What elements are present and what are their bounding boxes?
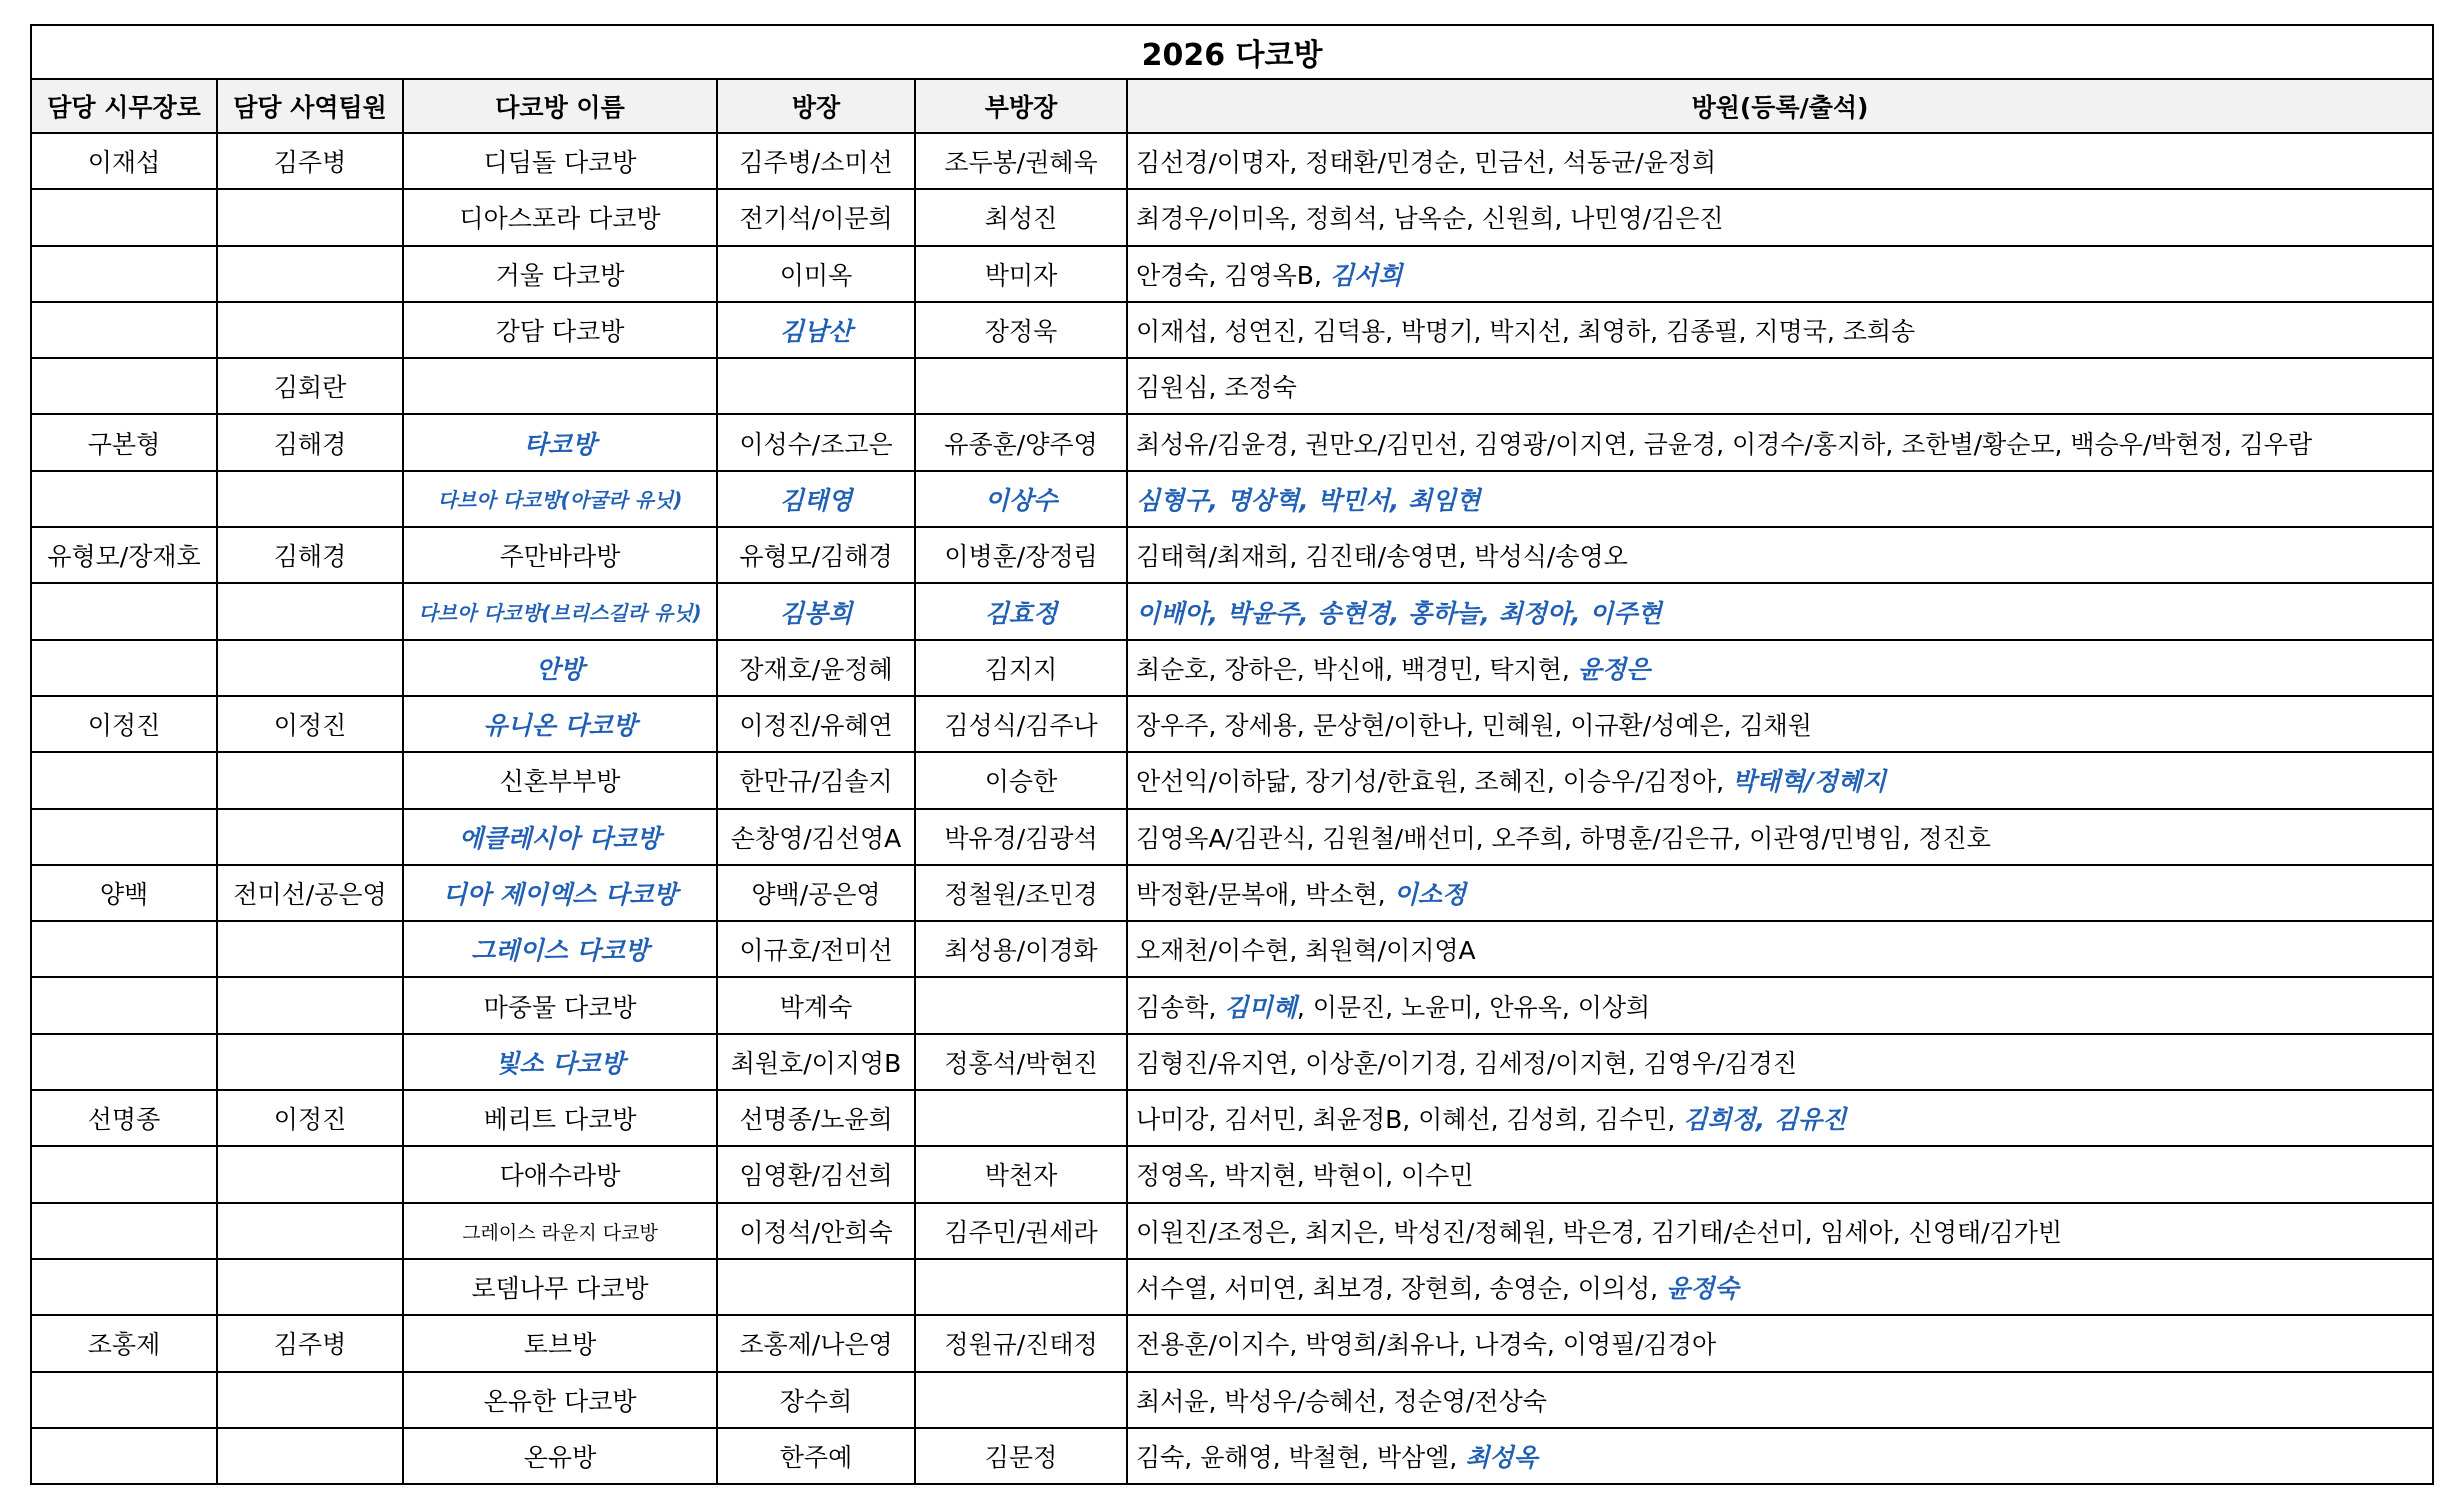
- cell-sub-leader: [915, 1315, 1127, 1371]
- cell-team: [217, 358, 403, 414]
- cell-leader-text: 김주병/소미선: [739, 148, 893, 178]
- header-team: 담당 사역팀원: [217, 79, 403, 133]
- cell-leader: [717, 752, 915, 808]
- members-highlight-text: 윤정은: [1577, 654, 1651, 684]
- cell-elder-text: 양백: [99, 880, 149, 909]
- cell-team: [217, 696, 403, 752]
- cell-name: [403, 358, 717, 414]
- cell-sub-leader-text: 장정욱: [984, 317, 1058, 347]
- cell-sub-leader-text: 김지지: [984, 654, 1058, 684]
- cell-sub-leader: [915, 752, 1127, 808]
- cell-leader: [717, 1428, 915, 1484]
- cell-team: [217, 246, 403, 302]
- cell-name: [403, 1428, 717, 1484]
- members-highlight-text: 김미혜: [1224, 992, 1297, 1022]
- cell-members: [1127, 1315, 2433, 1371]
- cell-leader: [717, 1090, 915, 1146]
- cell-name: [403, 527, 717, 583]
- cell-name: [403, 696, 717, 752]
- members-text: 최성유/김윤경, 권만오/김민선, 김영광/이지연, 금윤경, 이경수/홍지하, 조한별/황순모, 백승우/박현정, 김우람: [1136, 429, 2313, 459]
- cell-members: [1127, 1372, 2433, 1428]
- cell-name: [403, 921, 717, 977]
- cell-elder: [31, 189, 217, 245]
- cell-team-text: 이정진: [273, 711, 347, 741]
- cell-leader: [717, 977, 915, 1033]
- cell-team: [217, 133, 403, 189]
- cell-team: [217, 189, 403, 245]
- cell-sub-leader-text: 최성용/이경화: [944, 936, 1098, 966]
- cell-sub-leader: [915, 302, 1127, 358]
- cell-team: [217, 414, 403, 470]
- cell-sub-leader: [915, 809, 1127, 865]
- cell-elder: [31, 1146, 217, 1202]
- cell-name: [403, 640, 717, 696]
- cell-sub-leader: [915, 527, 1127, 583]
- cell-leader: [717, 640, 915, 696]
- cell-name-text: 강담 다코방: [495, 317, 625, 347]
- cell-leader-text: 김봉희: [779, 598, 853, 628]
- cell-members: [1127, 133, 2433, 189]
- cell-elder: [31, 1259, 217, 1315]
- cell-team: [217, 640, 403, 696]
- cell-name-text: 다브아 다코방(브리스길라 유닛): [418, 601, 702, 626]
- table-row: [31, 921, 2433, 977]
- table-row: [31, 1372, 2433, 1428]
- cell-name-text: 그레이스 다코방: [471, 936, 649, 966]
- cell-elder: [31, 1090, 217, 1146]
- members-text: 박정환/문복애, 박소현,: [1136, 880, 1394, 909]
- cell-team: [217, 527, 403, 583]
- cell-members: [1127, 246, 2433, 302]
- cell-team: [217, 583, 403, 639]
- members-text: 이재섭, 성연진, 김덕용, 박명기, 박지선, 최영하, 김종필, 지명국, 조희송: [1136, 317, 1916, 347]
- cell-members: [1127, 583, 2433, 639]
- cell-leader-text: 손창영/김선영A: [730, 823, 902, 853]
- cell-team: [217, 1259, 403, 1315]
- cell-sub-leader-text: 김효정: [984, 598, 1058, 628]
- dakobang-table: [30, 24, 2434, 1485]
- cell-leader: [717, 1315, 915, 1371]
- table-row: [31, 1259, 2433, 1315]
- cell-sub-leader-text: 박유경/김광석: [944, 823, 1098, 853]
- cell-leader-text: 박계숙: [779, 992, 853, 1022]
- members-text: 이원진/조정은, 최지은, 박성진/정혜원, 박은경, 김기태/손선미, 임세아, 신영태/김가빈: [1136, 1217, 2063, 1247]
- table-row: [31, 977, 2433, 1033]
- cell-team: [217, 1203, 403, 1259]
- cell-elder: [31, 752, 217, 808]
- cell-name-text: 다애수라방: [499, 1161, 621, 1191]
- cell-sub-leader-text: 정철원/조민경: [944, 880, 1098, 909]
- table-row: [31, 1428, 2433, 1484]
- cell-sub-leader-text: 김문정: [984, 1442, 1058, 1472]
- cell-name: [403, 471, 717, 527]
- cell-name-text: 거울 다코방: [495, 260, 625, 290]
- header-row: [31, 79, 2433, 133]
- cell-team-text: 전미선/공은영: [233, 880, 387, 909]
- cell-name: [403, 1259, 717, 1315]
- cell-leader-text: 양백/공은영: [751, 880, 881, 909]
- cell-leader-text: 전기석/이문희: [739, 204, 893, 234]
- cell-members: [1127, 865, 2433, 921]
- cell-sub-leader: [915, 921, 1127, 977]
- cell-name-text: 빛소 다코방: [495, 1048, 625, 1078]
- cell-leader: [717, 1034, 915, 1090]
- members-text: 김선경/이명자, 정태환/민경순, 민금선, 석동균/윤정희: [1136, 148, 1717, 178]
- cell-leader-text: 유형모/김해경: [739, 542, 893, 572]
- cell-sub-leader: [915, 246, 1127, 302]
- cell-leader-text: 한만규/김솔지: [739, 767, 893, 797]
- cell-leader: [717, 414, 915, 470]
- cell-team: [217, 1372, 403, 1428]
- cell-name-text: 주만바라방: [499, 542, 621, 572]
- cell-members: [1127, 752, 2433, 808]
- cell-team: [217, 921, 403, 977]
- table-row: [31, 865, 2433, 921]
- members-text: 김형진/유지연, 이상훈/이기경, 김세정/이지현, 김영우/김경진: [1136, 1048, 1797, 1078]
- cell-team-text: 이정진: [273, 1105, 347, 1135]
- cell-leader-text: 선명종/노윤희: [739, 1105, 893, 1135]
- cell-sub-leader: [915, 865, 1127, 921]
- cell-sub-leader-text: 이승한: [984, 767, 1058, 797]
- cell-members: [1127, 696, 2433, 752]
- cell-name-text: 디딤돌 다코방: [483, 148, 637, 178]
- cell-sub-leader: [915, 1203, 1127, 1259]
- cell-leader-text: 최원호/이지영B: [730, 1048, 902, 1078]
- cell-elder: [31, 1034, 217, 1090]
- cell-elder: [31, 471, 217, 527]
- cell-leader: [717, 1372, 915, 1428]
- cell-sub-leader: [915, 583, 1127, 639]
- cell-members: [1127, 809, 2433, 865]
- members-text: 나미강, 김서민, 최윤정B, 이혜선, 김성희, 김수민,: [1136, 1105, 1684, 1135]
- members-text: 안경숙, 김영옥B,: [1136, 260, 1330, 290]
- cell-name: [403, 414, 717, 470]
- table-row: [31, 1146, 2433, 1202]
- cell-leader-text: 조홍제/나은영: [739, 1330, 893, 1360]
- cell-members: [1127, 414, 2433, 470]
- cell-name: [403, 752, 717, 808]
- cell-name: [403, 1090, 717, 1146]
- members-highlight-text: 윤정숙: [1666, 1274, 1739, 1304]
- table-row: [31, 414, 2433, 470]
- members-text: 김태혁/최재희, 김진태/송영면, 박성식/송영오: [1136, 542, 1628, 572]
- cell-members: [1127, 1259, 2433, 1315]
- cell-sub-leader: [915, 1372, 1127, 1428]
- cell-sub-leader: [915, 696, 1127, 752]
- table-row: [31, 471, 2433, 527]
- cell-members: [1127, 921, 2433, 977]
- cell-leader: [717, 302, 915, 358]
- cell-team: [217, 1146, 403, 1202]
- cell-sub-leader: [915, 640, 1127, 696]
- cell-leader: [717, 921, 915, 977]
- cell-name: [403, 302, 717, 358]
- cell-name-text: 디아스포라 다코방: [459, 204, 661, 234]
- table-row: [31, 1315, 2433, 1371]
- cell-sub-leader: [915, 471, 1127, 527]
- members-highlight-text: 최성옥: [1465, 1442, 1538, 1472]
- cell-name-text: 온유한 다코방: [483, 1386, 637, 1416]
- cell-elder: [31, 977, 217, 1033]
- cell-name: [403, 583, 717, 639]
- cell-team-text: 김주병: [273, 148, 347, 178]
- cell-sub-leader: [915, 1090, 1127, 1146]
- table-title: 2026 다코방: [31, 25, 2433, 79]
- cell-sub-leader-text: 최성진: [984, 204, 1058, 234]
- cell-sub-leader: [915, 1146, 1127, 1202]
- cell-leader-text: 김남산: [779, 317, 853, 347]
- cell-sub-leader-text: 이병훈/장정림: [944, 542, 1098, 572]
- cell-elder: [31, 527, 217, 583]
- cell-leader: [717, 246, 915, 302]
- cell-elder: [31, 246, 217, 302]
- cell-members: [1127, 1090, 2433, 1146]
- cell-sub-leader: [915, 1034, 1127, 1090]
- cell-team: [217, 1034, 403, 1090]
- members-highlight-text: 이소정: [1393, 880, 1467, 909]
- cell-members: [1127, 1203, 2433, 1259]
- cell-elder-text: 유형모/장재호: [47, 542, 201, 572]
- members-text: 정영옥, 박지현, 박현이, 이수민: [1136, 1161, 1474, 1191]
- members-text: 김숙, 윤해영, 박철현, 박삼엘,: [1136, 1442, 1466, 1472]
- cell-sub-leader: [915, 1428, 1127, 1484]
- cell-elder: [31, 302, 217, 358]
- cell-team-text: 김해경: [273, 429, 347, 459]
- cell-members: [1127, 1146, 2433, 1202]
- header-sub-leader: 부방장: [915, 79, 1127, 133]
- cell-leader: [717, 133, 915, 189]
- table-row: [31, 1090, 2433, 1146]
- table-row: [31, 133, 2433, 189]
- table-row: [31, 189, 2433, 245]
- header-leader: 방장: [717, 79, 915, 133]
- members-after-text: , 이문진, 노윤미, 안유옥, 이상희: [1296, 992, 1651, 1022]
- cell-elder: [31, 1428, 217, 1484]
- spreadsheet: [30, 24, 2432, 1485]
- cell-leader-text: 이성수/조고은: [739, 429, 893, 459]
- cell-name: [403, 1034, 717, 1090]
- cell-elder-text: 이재섭: [87, 148, 161, 178]
- cell-members: [1127, 1428, 2433, 1484]
- cell-name: [403, 977, 717, 1033]
- cell-name-text: 에클레시아 다코방: [459, 823, 661, 853]
- cell-sub-leader-text: 이상수: [984, 485, 1058, 515]
- table-row: [31, 809, 2433, 865]
- table-row: [31, 583, 2433, 639]
- members-highlight-text: 김희정, 김유진: [1683, 1105, 1847, 1135]
- cell-leader: [717, 1203, 915, 1259]
- cell-elder: [31, 921, 217, 977]
- cell-leader: [717, 865, 915, 921]
- members-text: 안선익/이하닮, 장기성/한효원, 조혜진, 이승우/김정아,: [1136, 767, 1732, 797]
- cell-members: [1127, 471, 2433, 527]
- cell-name-text: 신혼부부방: [499, 767, 621, 797]
- cell-team: [217, 977, 403, 1033]
- cell-elder-text: 이정진: [87, 711, 161, 741]
- cell-members: [1127, 1034, 2433, 1090]
- members-highlight-text: 이배아, 박윤주, 송현경, 홍하늘, 최정아, 이주현: [1136, 598, 1662, 628]
- cell-elder: [31, 1203, 217, 1259]
- cell-leader-text: 이정진/유혜연: [739, 711, 893, 741]
- cell-team: [217, 752, 403, 808]
- cell-name: [403, 1315, 717, 1371]
- cell-team-text: 김해경: [273, 542, 347, 572]
- members-text: 최경우/이미옥, 정희석, 남옥순, 신원희, 나민영/김은진: [1136, 204, 1724, 234]
- cell-name: [403, 809, 717, 865]
- cell-leader: [717, 1259, 915, 1315]
- cell-sub-leader: [915, 133, 1127, 189]
- cell-name-text: 로뎀나무 다코방: [471, 1274, 649, 1304]
- cell-sub-leader: [915, 414, 1127, 470]
- cell-elder: [31, 1315, 217, 1371]
- cell-elder-text: 조홍제: [87, 1330, 161, 1360]
- cell-leader: [717, 471, 915, 527]
- cell-leader-text: 이미옥: [779, 260, 853, 290]
- cell-team: [217, 1428, 403, 1484]
- cell-elder: [31, 640, 217, 696]
- cell-team: [217, 809, 403, 865]
- cell-sub-leader-text: 김성식/김주나: [944, 711, 1098, 741]
- cell-leader: [717, 1146, 915, 1202]
- cell-team: [217, 471, 403, 527]
- cell-sub-leader-text: 박미자: [984, 260, 1058, 290]
- table-row: [31, 1203, 2433, 1259]
- cell-sub-leader-text: 정홍석/박현진: [944, 1048, 1098, 1078]
- cell-elder: [31, 358, 217, 414]
- cell-elder-text: 구본형: [87, 429, 161, 459]
- table-row: [31, 640, 2433, 696]
- cell-team: [217, 302, 403, 358]
- cell-name-text: 안방: [535, 654, 585, 684]
- header-name: 다코방 이름: [403, 79, 717, 133]
- cell-leader: [717, 696, 915, 752]
- members-highlight-text: 심형구, 명상혁, 박민서, 최임현: [1136, 485, 1481, 515]
- cell-name: [403, 246, 717, 302]
- cell-team-text: 김회란: [273, 373, 347, 403]
- cell-name-text: 베리트 다코방: [483, 1105, 637, 1135]
- table-row: [31, 302, 2433, 358]
- cell-name: [403, 189, 717, 245]
- members-text: 최순호, 장하은, 박신애, 백경민, 탁지현,: [1136, 654, 1578, 684]
- cell-leader-text: 임영환/김선희: [739, 1161, 893, 1191]
- members-text: 서수열, 서미연, 최보경, 장현희, 송영순, 이의성,: [1136, 1274, 1667, 1304]
- cell-elder-text: 선명종: [87, 1105, 161, 1135]
- cell-leader-text: 이규호/전미선: [739, 936, 893, 966]
- members-text: 김송학,: [1136, 992, 1225, 1022]
- cell-leader: [717, 809, 915, 865]
- members-text: 오재천/이수현, 최원혁/이지영A: [1136, 936, 1476, 966]
- cell-name-text: 타코방: [523, 429, 597, 459]
- cell-sub-leader-text: 조두봉/권혜욱: [944, 148, 1098, 178]
- cell-name-text: 토브방: [523, 1330, 597, 1360]
- cell-sub-leader-text: 유종훈/양주영: [944, 429, 1098, 459]
- cell-name-text: 디아 제이엑스 다코방: [442, 880, 678, 909]
- cell-leader-text: 한주예: [779, 1442, 853, 1472]
- cell-name: [403, 865, 717, 921]
- cell-sub-leader: [915, 977, 1127, 1033]
- cell-leader-text: 장수희: [779, 1386, 853, 1416]
- cell-sub-leader-text: 정원규/진태정: [944, 1330, 1098, 1360]
- cell-sub-leader: [915, 358, 1127, 414]
- cell-elder: [31, 809, 217, 865]
- cell-leader: [717, 527, 915, 583]
- table-row: [31, 1034, 2433, 1090]
- cell-leader: [717, 189, 915, 245]
- cell-name-text: 그레이스 라운지 다코방: [462, 1222, 658, 1245]
- cell-team: [217, 1315, 403, 1371]
- members-text: 김영옥A/김관식, 김원철/배선미, 오주희, 하명훈/김은규, 이관영/민병임, 정진호: [1136, 823, 1991, 853]
- cell-name: [403, 1146, 717, 1202]
- cell-name-text: 유니온 다코방: [483, 711, 637, 741]
- table-row: [31, 246, 2433, 302]
- cell-sub-leader-text: 김주민/권세라: [944, 1217, 1098, 1247]
- cell-name: [403, 133, 717, 189]
- header-members: 방원(등록/출석): [1127, 79, 2433, 133]
- cell-leader-text: 장재호/윤정혜: [739, 654, 893, 684]
- header-elder: 담당 시무장로: [31, 79, 217, 133]
- cell-name-text: 온유방: [523, 1442, 597, 1472]
- cell-name-text: 마중물 다코방: [483, 992, 637, 1022]
- cell-sub-leader: [915, 189, 1127, 245]
- members-text: 최서윤, 박성우/승혜선, 정순영/전상숙: [1136, 1386, 1547, 1416]
- cell-leader: [717, 583, 915, 639]
- cell-team: [217, 865, 403, 921]
- table-row: [31, 696, 2433, 752]
- cell-elder: [31, 1372, 217, 1428]
- members-highlight-text: 박태혁/정혜지: [1732, 767, 1887, 797]
- members-text: 김원심, 조정숙: [1136, 373, 1297, 403]
- cell-elder: [31, 414, 217, 470]
- members-highlight-text: 김서희: [1329, 260, 1403, 290]
- cell-elder: [31, 583, 217, 639]
- cell-members: [1127, 189, 2433, 245]
- cell-name: [403, 1203, 717, 1259]
- table-row: [31, 527, 2433, 583]
- members-text: 장우주, 장세용, 문상현/이한나, 민혜원, 이규환/성예은, 김채원: [1136, 711, 1812, 741]
- cell-name: [403, 1372, 717, 1428]
- table-row: [31, 358, 2433, 414]
- table-row: [31, 752, 2433, 808]
- cell-leader-text: 이정석/안희숙: [739, 1217, 893, 1247]
- cell-members: [1127, 527, 2433, 583]
- cell-elder: [31, 133, 217, 189]
- cell-leader-text: 김태영: [779, 485, 853, 515]
- cell-team: [217, 1090, 403, 1146]
- cell-leader: [717, 358, 915, 414]
- cell-elder: [31, 696, 217, 752]
- cell-team-text: 김주병: [273, 1330, 347, 1360]
- cell-members: [1127, 302, 2433, 358]
- cell-members: [1127, 640, 2433, 696]
- cell-members: [1127, 358, 2433, 414]
- cell-name-text: 다브아 다코방(아굴라 유닛): [437, 488, 683, 513]
- cell-members: [1127, 977, 2433, 1033]
- cell-sub-leader-text: 박천자: [984, 1161, 1058, 1191]
- table-body: [31, 133, 2433, 1484]
- members-text: 전용훈/이지수, 박영희/최유나, 나경숙, 이영필/김경아: [1136, 1330, 1717, 1360]
- cell-elder: [31, 865, 217, 921]
- cell-sub-leader: [915, 1259, 1127, 1315]
